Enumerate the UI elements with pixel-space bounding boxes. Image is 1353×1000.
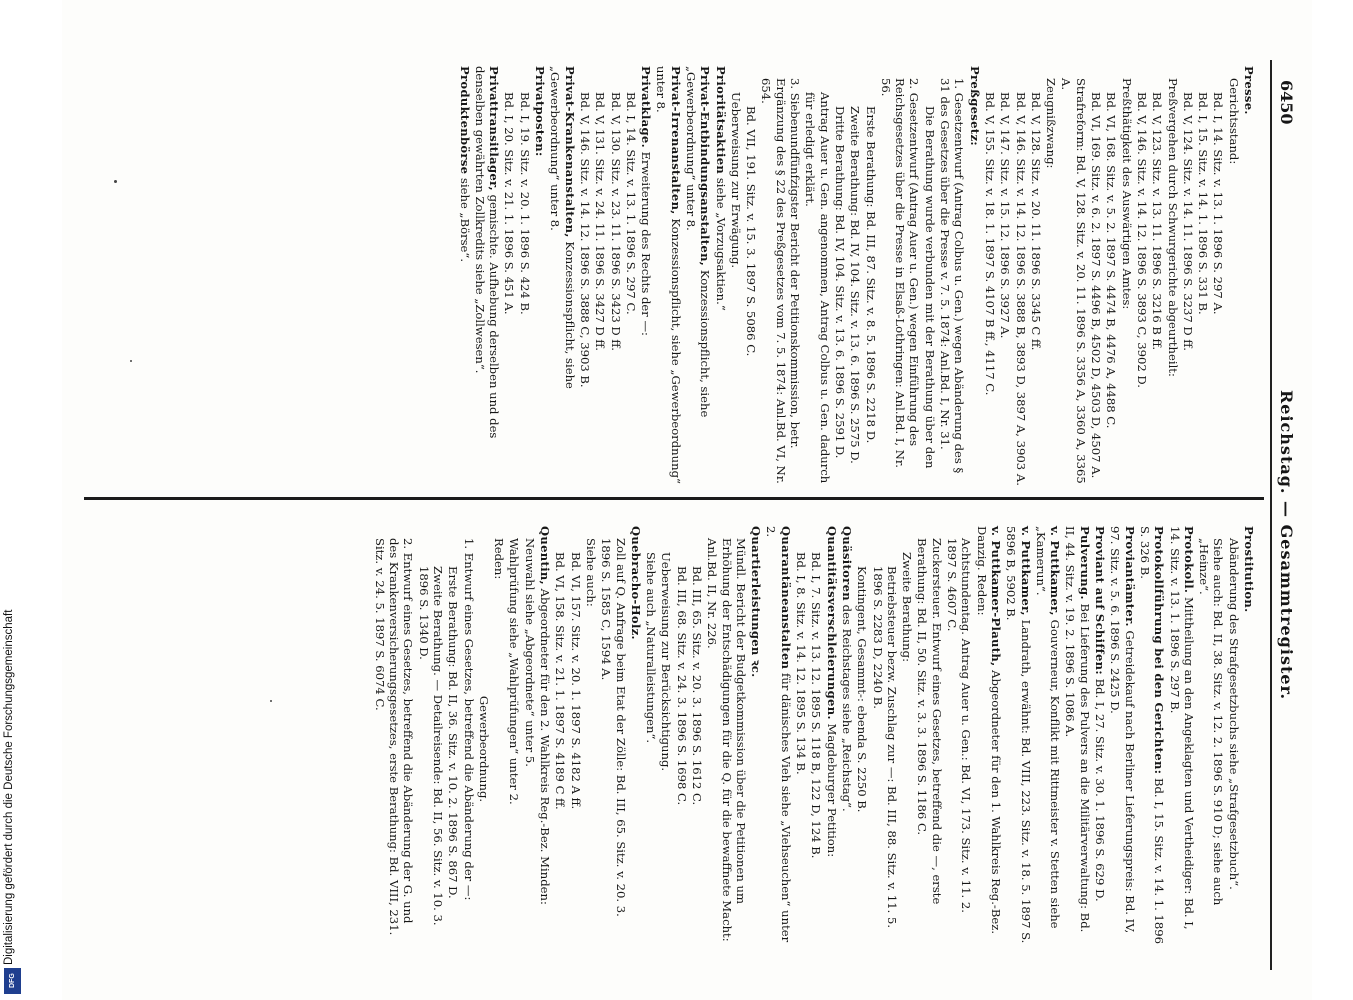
entry-term: Quentin, [538,526,553,585]
register-entry [517,66,531,486]
entry-text: Gerichtsstand: [1226,78,1241,165]
entry-text: Bd. V, 123. Sitz. v. 13. 11. 1896 S. 3216 B ff. [1150,92,1165,351]
register-entry [553,526,567,946]
register-entry [1181,66,1195,486]
entry-text: Gouverneur, Konflikt mit Rittmeister v. Stetten siehe „Kamerun“. [1033,526,1063,933]
entry-term: Privatklage. [639,66,654,148]
register-entry [744,66,758,486]
entry-text: Mündl. Bericht der Budgetkommission über die Petitionen um Erhöhung der Entschädigungen für die Q. für die bewaffnete Macht: Anl.Bd. II, Nr. 226. [705,538,748,946]
entry-text: Bd. V, 124. Sitz. v. 14. 11. 1896 S. 3237 D ff. [1180,92,1195,351]
register-entry [654,66,683,486]
register-entry [507,526,521,946]
entry-term: Protokoll. [1181,526,1196,594]
entry-text: Bd. I, 15. Sitz. v. 14. 1. 1896 S. 331 B. [1196,92,1211,315]
print-speck [114,180,117,183]
register-entry [502,66,516,486]
entry-text: Siehe auch „Naturalleistungen“. [644,552,659,744]
digitization-credit [0,0,26,1000]
register-entry [1135,66,1149,486]
entry-text: Zeugnißzwang: [1044,78,1059,169]
entry-term: Privat-Entbindungsanstalten, [698,66,713,267]
register-entry [983,66,997,486]
entry-text: Bd. V, 146. Sitz. v. 14. 12. 1896 S. 3893 C, 3902 D. [1134,92,1149,388]
entry-text: Bd. V, 155. Sitz. v. 18. 1. 1897 S. 4107 B ff., 4117 C. [982,92,997,396]
register-entry [833,66,847,486]
register-entry [1167,526,1196,946]
register-entry [749,526,763,946]
entry-term: Produktenbörse [457,66,472,175]
entry-text: Dritte Berathung: Bd. IV, 104. Sitz. v. 13. 6. 1896 S. 2591 D. [832,106,847,459]
entry-text: Abgeordneter für den 2. Wahlkreis Reg.-Bez. Minden: [538,584,553,905]
entry-text: Ueberweisung zur Erwägung. [728,92,743,269]
entry-text: 2. Entwurf eines Gesetzes, betreffend die Abänderung der G. und des Krankenversicherungsgesetzes, erste Berathung: Bd. VIII, 231. Sitz. v. 24. 5. 1897 S. 6074 C. [372,538,416,939]
register-entry [1226,526,1240,946]
entry-term: Proviantämter. [1122,526,1137,627]
entry-text: Bd. V, 146. Sitz. v. 14. 12. 1896 S. 3888 C, 3903 B. [577,92,592,388]
entry-term: Quartierleistungen ꝛc. [749,526,764,678]
register-entry [840,526,854,946]
register-entry [644,526,658,946]
column-divider [84,497,1264,500]
entry-text: Bd. I, 27. Sitz. v. 30. 1. 1896 S. 629 D. [1093,674,1108,902]
register-entry [713,66,727,486]
entry-text: Bd. V, 146. Sitz. v. 14. 12. 1896 S. 3888 B, 3893 D, 3897 A, 3903 A. [1013,92,1028,486]
register-entry [794,526,808,946]
entry-text: Bd. VI, 168. Sitz. v. 5. 2. 1897 S. 4474 B, 4476 A, 4488 C. [1104,92,1119,429]
register-entry [1063,526,1092,946]
register-entry [1165,66,1179,486]
register-entry [705,526,748,946]
register-entry [759,66,802,486]
entry-term: Privattransitlager, [487,66,502,191]
register-entry [863,66,877,486]
register-entry [624,66,638,486]
register-entry [1242,66,1256,486]
register-entry [416,526,445,946]
register-entry [764,526,793,946]
register-entry [1104,66,1118,486]
entry-text: Reden: [492,538,507,580]
register-entry [690,526,704,946]
entry-text: Bd. V, 131. Sitz. v. 24. 11. 1896 S. 3427 D ff. [593,92,608,351]
register-entry [1119,66,1133,486]
entry-text: Preßthätigkeit des Auswärtigen Amtes: [1119,78,1134,310]
register-entry [593,66,607,486]
entry-text: Konzessionspflicht, siehe „Gewerbeordnung“ unter 8. [684,66,713,421]
register-entry [855,526,869,946]
entry-text: Strafreform: Bd. V, 128. Sitz. v. 20. 11. 1896 S. 3356 A, 3360 A, 3365 A. [1059,78,1088,488]
register-entry [674,526,688,946]
entry-text: siehe „Vorzugsaktien.“ [713,174,728,311]
entry-text: Bd. VI, 157. Sitz. v. 20. 1. 1897 S. 4182 A ff. [568,552,583,810]
entry-term: Quebracho-Holz. [628,526,643,640]
entry-text: Bd. V, 130. Sitz. v. 23. 11. 1896 S. 3423 D ff. [608,92,623,351]
entry-text: Getreidekauf nach Berliner Lieferungspreis: Bd. IV, 97. Sitz. v. 5. 6. 1896 S. 2425 D. [1108,526,1137,937]
print-speck [130,360,132,362]
entry-term: Pulverung. [1077,526,1092,600]
register-entry [1029,66,1043,486]
header-rule [1270,60,1272,970]
register-entry [639,66,653,486]
register-entry [974,526,1003,946]
register-entry [477,526,491,946]
entry-text: Zweite Berathung: Bd. IV, 104. Sitz. v. 13. 6. 1896 S. 2575 D. [848,106,863,464]
entry-text: für dänisches Vieh siehe „Viehseuchen“ unter 2. [764,526,793,946]
entry-text: Bd. I, 14. Sitz. v. 13. 1. 1896 S. 297 A. [1211,92,1226,315]
register-entry [533,66,547,486]
register-entry [967,66,981,486]
entry-text: Betriebsteuer bezw. Zuschlag zur —: Bd. III, 88. Sitz. v. 11. 5. 1896 S. 2283 D, 2240 B. [870,566,899,932]
register-entry [599,526,628,946]
register-entry [492,526,506,946]
register-entry [922,66,936,486]
register-entry [1242,526,1256,946]
register-entry [1093,526,1107,946]
register-entry [473,66,502,486]
entry-text: Zweite Berathung. — Detailreisende: Bd. II, 56. Sitz. v. 10. 3. 1896 S. 1340 D. [416,566,445,930]
register-entry [568,526,582,946]
dfg-logo: DFG [4,968,21,994]
register-entry [1138,526,1167,946]
running-head [1268,10,1302,940]
entry-text: Gewerbeordnung. [476,695,491,803]
entry-text: Preßvergehen durch Schwurgerichte abgeurtheilt: [1165,78,1180,377]
register-entry [659,526,673,946]
entry-text: Bd. VI, 158. Sitz. v. 21. 1. 1897 S. 4189 C ff. [553,552,568,810]
register-entry [848,66,862,486]
entry-term: v. Puttkamer, [1018,526,1033,616]
entry-text: Bd. V, 128. Sitz. v. 20. 11. 1896 S. 3345 C ff. [1028,92,1043,351]
running-title: Reichstag. — Gesammtregister. [1277,390,1296,701]
register-entry [1004,526,1033,946]
register-entry [1044,66,1058,486]
entry-text: Bd. VI, 169. Sitz. v. 6. 2. 1897 S. 4496 B, 4502 D, 4503 D, 4507 A. [1089,92,1104,479]
entry-term: Privat-Irrenanstalten, [668,66,683,215]
entry-text: Zuckersteuer. Entwurf eines Gesetzes, betreffend die —, erste Berathung: Bd. II, 50. Sitz. v. 3. 3. 1896 S. 1186 C. [915,538,944,909]
register-entry [1089,66,1103,486]
entry-term: Prioritätsaktien [713,66,728,175]
entry-text: Bd. I, 19. Sitz. v. 20. 1. 1896 S. 424 B. [517,92,532,315]
entry-term: Privat-Krankenanstalten, [562,66,577,238]
entry-text: Bd. I, 8. Sitz. v. 14. 12. 1895 S. 134 B. [794,552,809,775]
entry-text: Siehe auch: [583,538,598,607]
register-entry [446,526,460,946]
register-entry [629,526,643,946]
entry-text: Bd. III, 68. Sitz. v. 24. 3. 1896 S. 1698 C. [674,566,689,806]
right-column [371,526,1256,946]
register-entry [372,526,415,946]
entry-text: des Reichstages siehe „Reichstag“. [839,600,854,812]
entry-text: Abänderung des Strafgesetzbuchs siehe „Strafgesetzbuch“. [1226,538,1241,890]
register-entry [870,526,899,946]
entry-term: Prostitution. [1242,526,1256,613]
entry-text: Bd. I, 15. Sitz. v. 14. 1. 1896 S. 326 B. [1137,526,1167,948]
page-number: 6450 [1277,80,1296,125]
entry-text: Die Berathung wurde verbunden mit der Berathung über den [922,106,937,469]
register-page [62,0,1312,1000]
entry-term: Quäsitoren [839,526,854,601]
entry-text: Kontingent, Gesammt-: ebenda S. 2250 B. [855,566,870,813]
register-entry [608,66,622,486]
register-entry [938,66,967,486]
entry-term: Quantitätsverschleierungen. [824,526,839,720]
entry-text: Bei Lieferung des Pulvers an die Militärverwaltung: Bd. II, 44. Sitz. v. 19. 2. 1896 S. 1086 A. [1063,526,1092,936]
entry-text: Ueberweisung zur Berücksichtigung. [659,552,674,772]
entry-text: Zweite Berathung: [900,552,915,662]
entry-text: Landrath, erwähnt: Bd. VIII, 223. Sitz. v. 18. 5. 1897 S. 5896 B, 5902 B. [1004,526,1033,948]
entry-term: Preßgesetz: [967,66,982,146]
register-entry [879,66,922,486]
register-entry [1013,66,1027,486]
entry-text: Neuwahl siehe „Abgeordnete“ unter 5. [522,538,537,767]
entry-text: Erste Berathung: Bd. III, 87. Sitz. v. 8. 5. 1896 S. 2218 D. [863,106,878,444]
register-entry [548,66,577,486]
register-entry [803,66,832,486]
entry-text: Antrag Auer u. Gen. angenommen, Antrag Colbus u. Gen. dadurch für erledigt erklärt. [803,92,832,487]
entry-text: Siehe auch: Bd. II, 38. Sitz. v. 12. 2. 1896 S. 910 D; siehe auch „Heinze“. [1197,538,1226,909]
print-speck [270,700,272,702]
entry-text: 1. Gesetzentwurf (Antrag Colbus u. Gen.) wegen Abänderung des § 31 des Gesetzes über die Presse v. 7. 5. 1874: Anl.Bd. I, Nr. 31. [938,78,967,477]
register-entry [915,526,944,946]
credit-text: Digitalisierung gefördert durch die Deutsche Forschungsgemeinschaft [3,609,15,965]
entry-text: Bd. I, 7. Sitz. v. 13. 12. 1895 S. 118 B, 122 D, 124 B. [809,552,824,859]
register-entry [1196,66,1210,486]
entry-text: 3. Siebenundfünfzigster Bericht der Petitionskommission, betr. Ergänzung des § 22 des Preßgesetzes vom 7. 5. 1874: Anl.Bd. VI, Nr. 654. [759,78,803,488]
register-entry [1150,66,1164,486]
entry-term: Quarantäneanstalten [778,526,793,670]
entry-text: Konzessionspflicht, siehe „Gewerbeordnung“ unter 8. [654,66,683,488]
register-entry [809,526,823,946]
register-entry [900,526,914,946]
left-column [456,66,1256,486]
entry-text: Bd. V, 147. Sitz. v. 15. 12. 1896 S. 3927 A. [998,92,1013,339]
register-entry [1034,526,1063,946]
entry-term: Presse. [1242,66,1256,115]
register-entry [1197,526,1226,946]
register-entry [684,66,713,486]
entry-term: v. Puttkamer, [1048,526,1063,616]
entry-text: Magdeburger Petition: [824,719,839,858]
register-entry [1226,66,1240,486]
entry-term: Proviant auf Schiffen: [1093,526,1108,675]
register-entry [998,66,1012,486]
register-entry [1108,526,1137,946]
entry-text: Achtstundentag. Antrag Auer u. Gen.: Bd. VI, 173. Sitz. v. 11. 2. 1897 S. 4607 C. [945,538,974,917]
entry-term: Privatposten: [533,66,548,157]
register-entry [945,526,974,946]
entry-text: siehe „Börse“. [457,174,472,263]
entry-text: Erste Berathung: Bd. II, 36. Sitz. v. 10. 2. 1896 S. 867 D. [446,566,461,899]
entry-text: Wahlprüfung siehe „Wahlprüfungen“ unter 2. [507,538,522,805]
entry-text: Bd. I, 14. Sitz. v. 13. 1. 1896 S. 297 C. [623,92,638,315]
scanned-page-viewport [62,0,1312,1000]
register-entry [824,526,838,946]
register-entry [584,526,598,946]
entry-text: Bd. VII, 191. Sitz. v. 15. 3. 1897 S. 5086 C. [744,106,759,357]
entry-text: 2. Gesetzentwurf (Antrag Auer u. Gen.) wegen Einführung des Reichsgesetzes über die Presse in Elsaß-Lothringen: Anl.Bd. I, Nr. 56. [878,78,922,472]
entry-text: Mittheilung an den Angeklagten und Vertheidiger: Bd. I, 14. Sitz. v. 13. 1. 1896 S. 297 B. [1167,526,1196,934]
register-entry [522,526,536,946]
entry-text: Konzessionspflicht, siehe „Gewerbeordnung“ unter 8. [548,66,577,393]
entry-text: gemischte. Aufhebung derselben und des denselben gewährten Zollkredits siehe „Zollwesen“. [472,66,502,443]
entry-text: Zoll auf Q. Anfrage beim Etat der Zölle: Bd. III, 65. Sitz. v. 20. 3. 1896 S. 1585 C, 1594 A. [599,538,628,921]
entry-term: v. Puttkamer-Plauth, [988,526,1003,667]
register-entry [1211,66,1225,486]
entry-text: Erweiterung des Rechts der —: [639,147,654,336]
entry-term: Protokollführung bei den Gerichten: [1152,526,1167,775]
register-entry [1059,66,1088,486]
register-entry [457,66,471,486]
register-entry [461,526,475,946]
register-entry [578,66,592,486]
register-entry [538,526,552,946]
entry-text: 1. Entwurf eines Gesetzes, betreffend die Abänderung der —: [461,538,476,901]
entry-text: Abgeordneter für den 1. Wahlkreis Reg.-Bez. Danzig. Reden: [974,526,1003,938]
entry-text: Bd. I, 20. Sitz. v. 21. 1. 1896 S. 451 A. [502,92,517,315]
register-entry [729,66,743,486]
entry-text: Bd. III, 65. Sitz. v. 20. 3. 1896 S. 1612 C. [690,566,705,806]
